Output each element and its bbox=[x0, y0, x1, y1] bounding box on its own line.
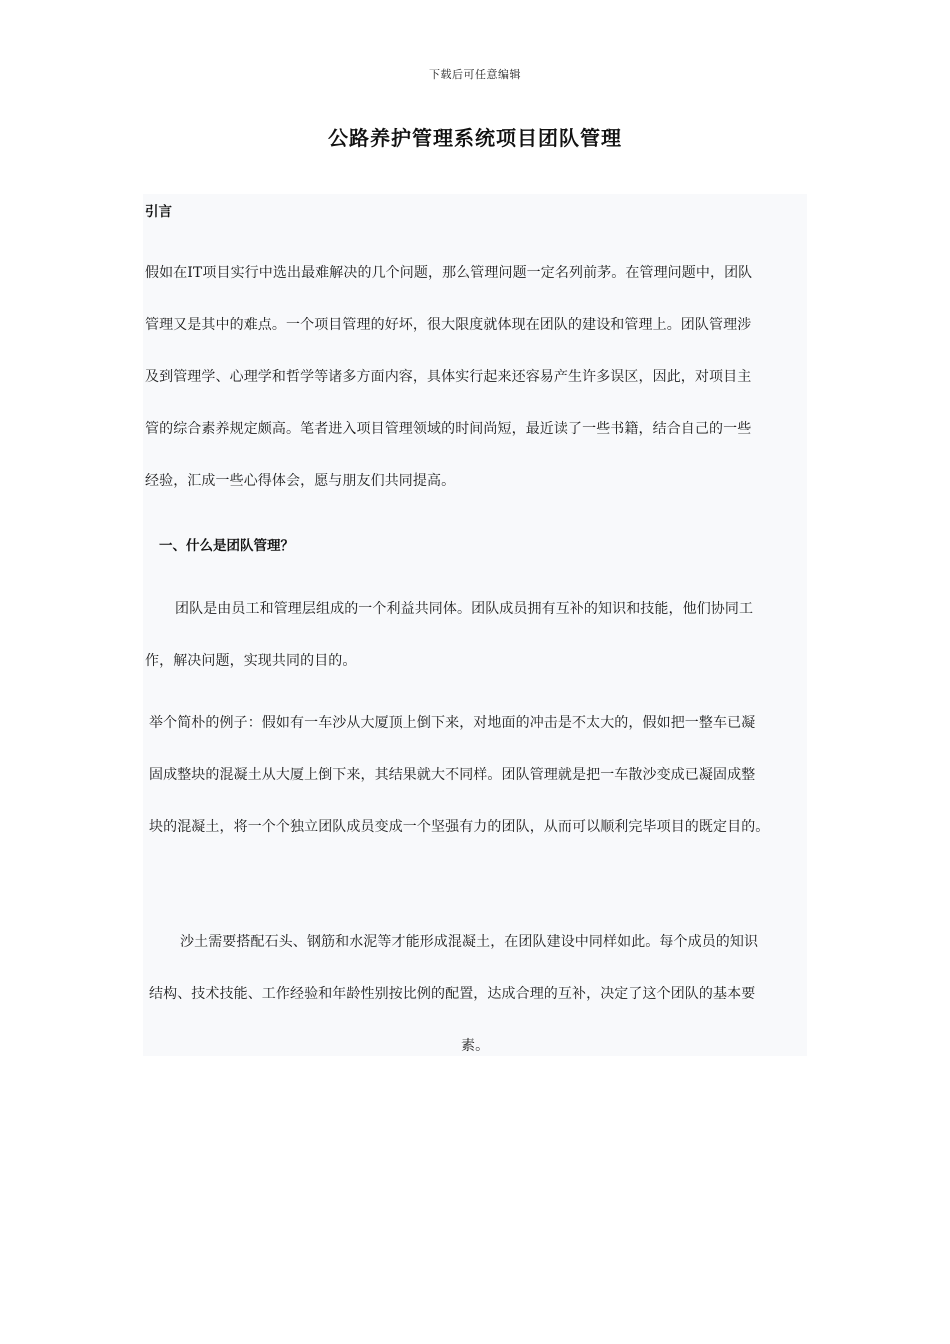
example-line: 固成整块的混凝土从大厦上倒下来，其结果就大不同样。团队管理就是把一车散沙变成已凝固成整 bbox=[149, 767, 756, 783]
sand-line: 沙土需要搭配石头、钢筋和水泥等才能形成混凝土，在团队建设中同样如此。每个成员的知识 bbox=[180, 934, 759, 950]
example-line: 块的混凝土，将一个个独立团队成员变成一个坚强有力的团队，从而可以顺利完毕项目的既定目的。 bbox=[149, 819, 770, 835]
definition-line: 团队是由员工和管理层组成的一个利益共同体。团队成员拥有互补的知识和技能，他们协同工 bbox=[175, 601, 754, 617]
intro-line: 及到管理学、心理学和哲学等诸多方面内容，具体实行起来还容易产生许多误区，因此，对项目主 bbox=[145, 369, 752, 385]
definition-line: 作，解决问题，实现共同的目的。 bbox=[145, 653, 357, 669]
intro-heading: 引言 bbox=[145, 204, 172, 220]
header-note: 下载后可任意编辑 bbox=[429, 68, 521, 81]
document-title: 公路养护管理系统项目团队管理 bbox=[328, 126, 622, 150]
intro-line: 假如在IT项目实行中选出最难解决的几个问题，那么管理问题一定名列前茅。在管理问题中，团队 bbox=[145, 265, 753, 281]
example-line: 举个简朴的例子：假如有一车沙从大厦顶上倒下来，对地面的冲击是不太大的，假如把一整车已凝 bbox=[149, 715, 756, 731]
sand-line: 素。 bbox=[461, 1038, 490, 1054]
intro-line: 经验，汇成一些心得体会，愿与朋友们共同提高。 bbox=[145, 473, 456, 489]
intro-line: 管理又是其中的难点。一个项目管理的好坏，很大限度就体现在团队的建设和管理上。团队管理涉 bbox=[145, 317, 752, 333]
section1-heading: 一、什么是团队管理？ bbox=[159, 538, 294, 554]
sand-line: 结构、技术技能、工作经验和年龄性别按比例的配置，达成合理的互补，决定了这个团队的基本要 bbox=[149, 986, 756, 1002]
intro-line: 管的综合素养规定颇高。笔者进入项目管理领域的时间尚短，最近读了一些书籍，结合自己的一些 bbox=[145, 421, 752, 437]
